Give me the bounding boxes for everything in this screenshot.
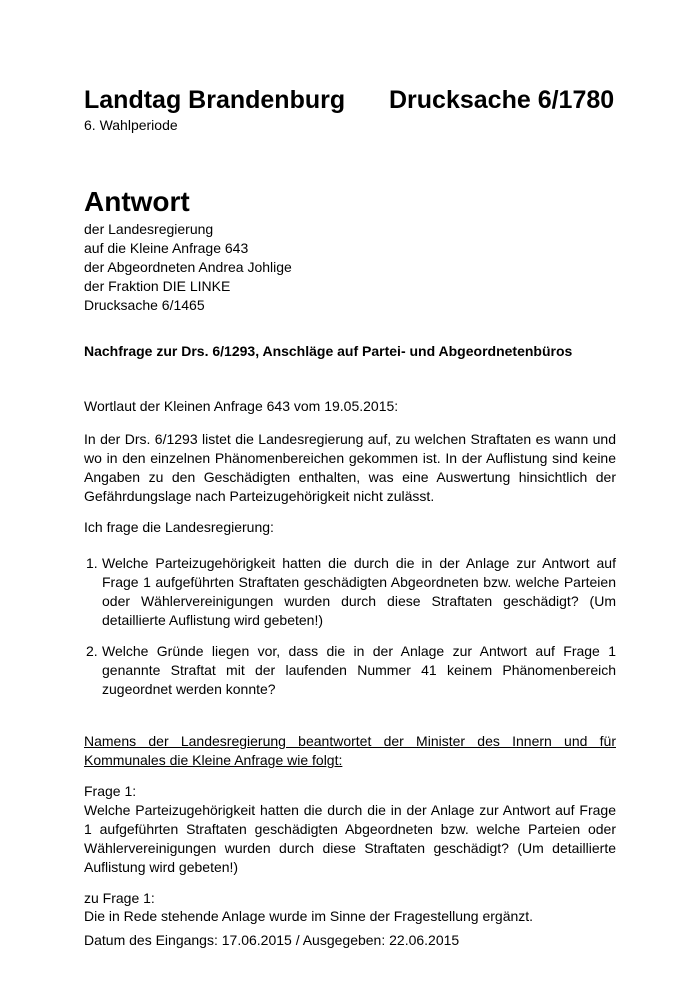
answer-question-label: Frage 1: <box>84 783 137 799</box>
answer-text: Die in Rede stehende Anlage wurde im Sinne der Fragestellung ergänzt. <box>84 908 534 924</box>
parliament-name: Landtag Brandenburg <box>84 86 346 114</box>
inquiry-text: In der Drs. 6/1293 listet die Landesregierung auf, zu welchen Straftaten es wann und wo in den einzelnen Phänomenbereichen gekommen ist. In der Auflistung sind keine Angaben zu den Geschädigten enthalten, was eine Auswertung hinsichtlich der Gefährdungslage nach Parteizugehörigkeit nicht zulässt. <box>84 431 616 504</box>
addressee-line: Drucksache 6/1465 <box>84 297 205 313</box>
legislative-period: 6. Wahlperiode <box>84 117 178 133</box>
addressee-line: der Landesregierung <box>84 221 214 237</box>
addressee-line: auf die Kleine Anfrage 643 <box>84 240 249 256</box>
addressee-line: der Fraktion DIE LINKE <box>84 278 231 294</box>
question-number: 2. <box>86 643 98 659</box>
date-footer: Datum des Eingangs: 17.06.2015 / Ausgegeben: 22.06.2015 <box>84 932 460 948</box>
answer-question-text: Welche Parteizugehörigkeit hatten die durch die in der Anlage zur Antwort auf Frage 1 aufgeführten Straftaten geschädigten Abgeordneten bzw. welche Parteien oder Wählervereinigungen wurden durch diese Straftaten geschädigt? (Um detaillierte Auflistung wird gebeten!) <box>84 802 616 875</box>
answer-label: zu Frage 1: <box>84 890 155 906</box>
answer-intro: Namens der Landesregierung beantwortet der Minister des Innern und für Kommunales die Kleine Anfrage wie folgt: <box>84 733 616 768</box>
question-text: Welche Gründe liegen vor, dass die in der Anlage zur Antwort auf Frage 1 genannte Straftat mit der laufenden Nummer 41 keinem Phänomenbereich zugeordnet werden konnte? <box>102 643 616 697</box>
question-number: 1. <box>86 555 98 571</box>
question-item-2 <box>86 642 616 699</box>
ask-line: Ich frage die Landesregierung: <box>84 519 274 535</box>
page-title: Antwort <box>84 186 190 217</box>
document-number: Drucksache 6/1780 <box>389 86 615 114</box>
addressee-line: der Abgeordneten Andrea Johlige <box>84 259 292 275</box>
inquiry-intro: Wortlaut der Kleinen Anfrage 643 vom 19.05.2015: <box>84 398 399 414</box>
question-item-1 <box>86 554 616 630</box>
subject-heading: Nachfrage zur Drs. 6/1293, Anschläge auf Partei- und Abgeordnetenbüros <box>84 343 573 359</box>
question-text: Welche Parteizugehörigkeit hatten die durch die in der Anlage zur Antwort auf Frage 1 aufgeführten Straftaten geschädigten Abgeordneten bzw. welche Parteien oder Wählervereinigungen wurden durch diese Straftaten geschädigt? (Um detaillierte Auflistung wird gebeten!) <box>102 555 616 628</box>
addressee-block <box>84 220 292 315</box>
